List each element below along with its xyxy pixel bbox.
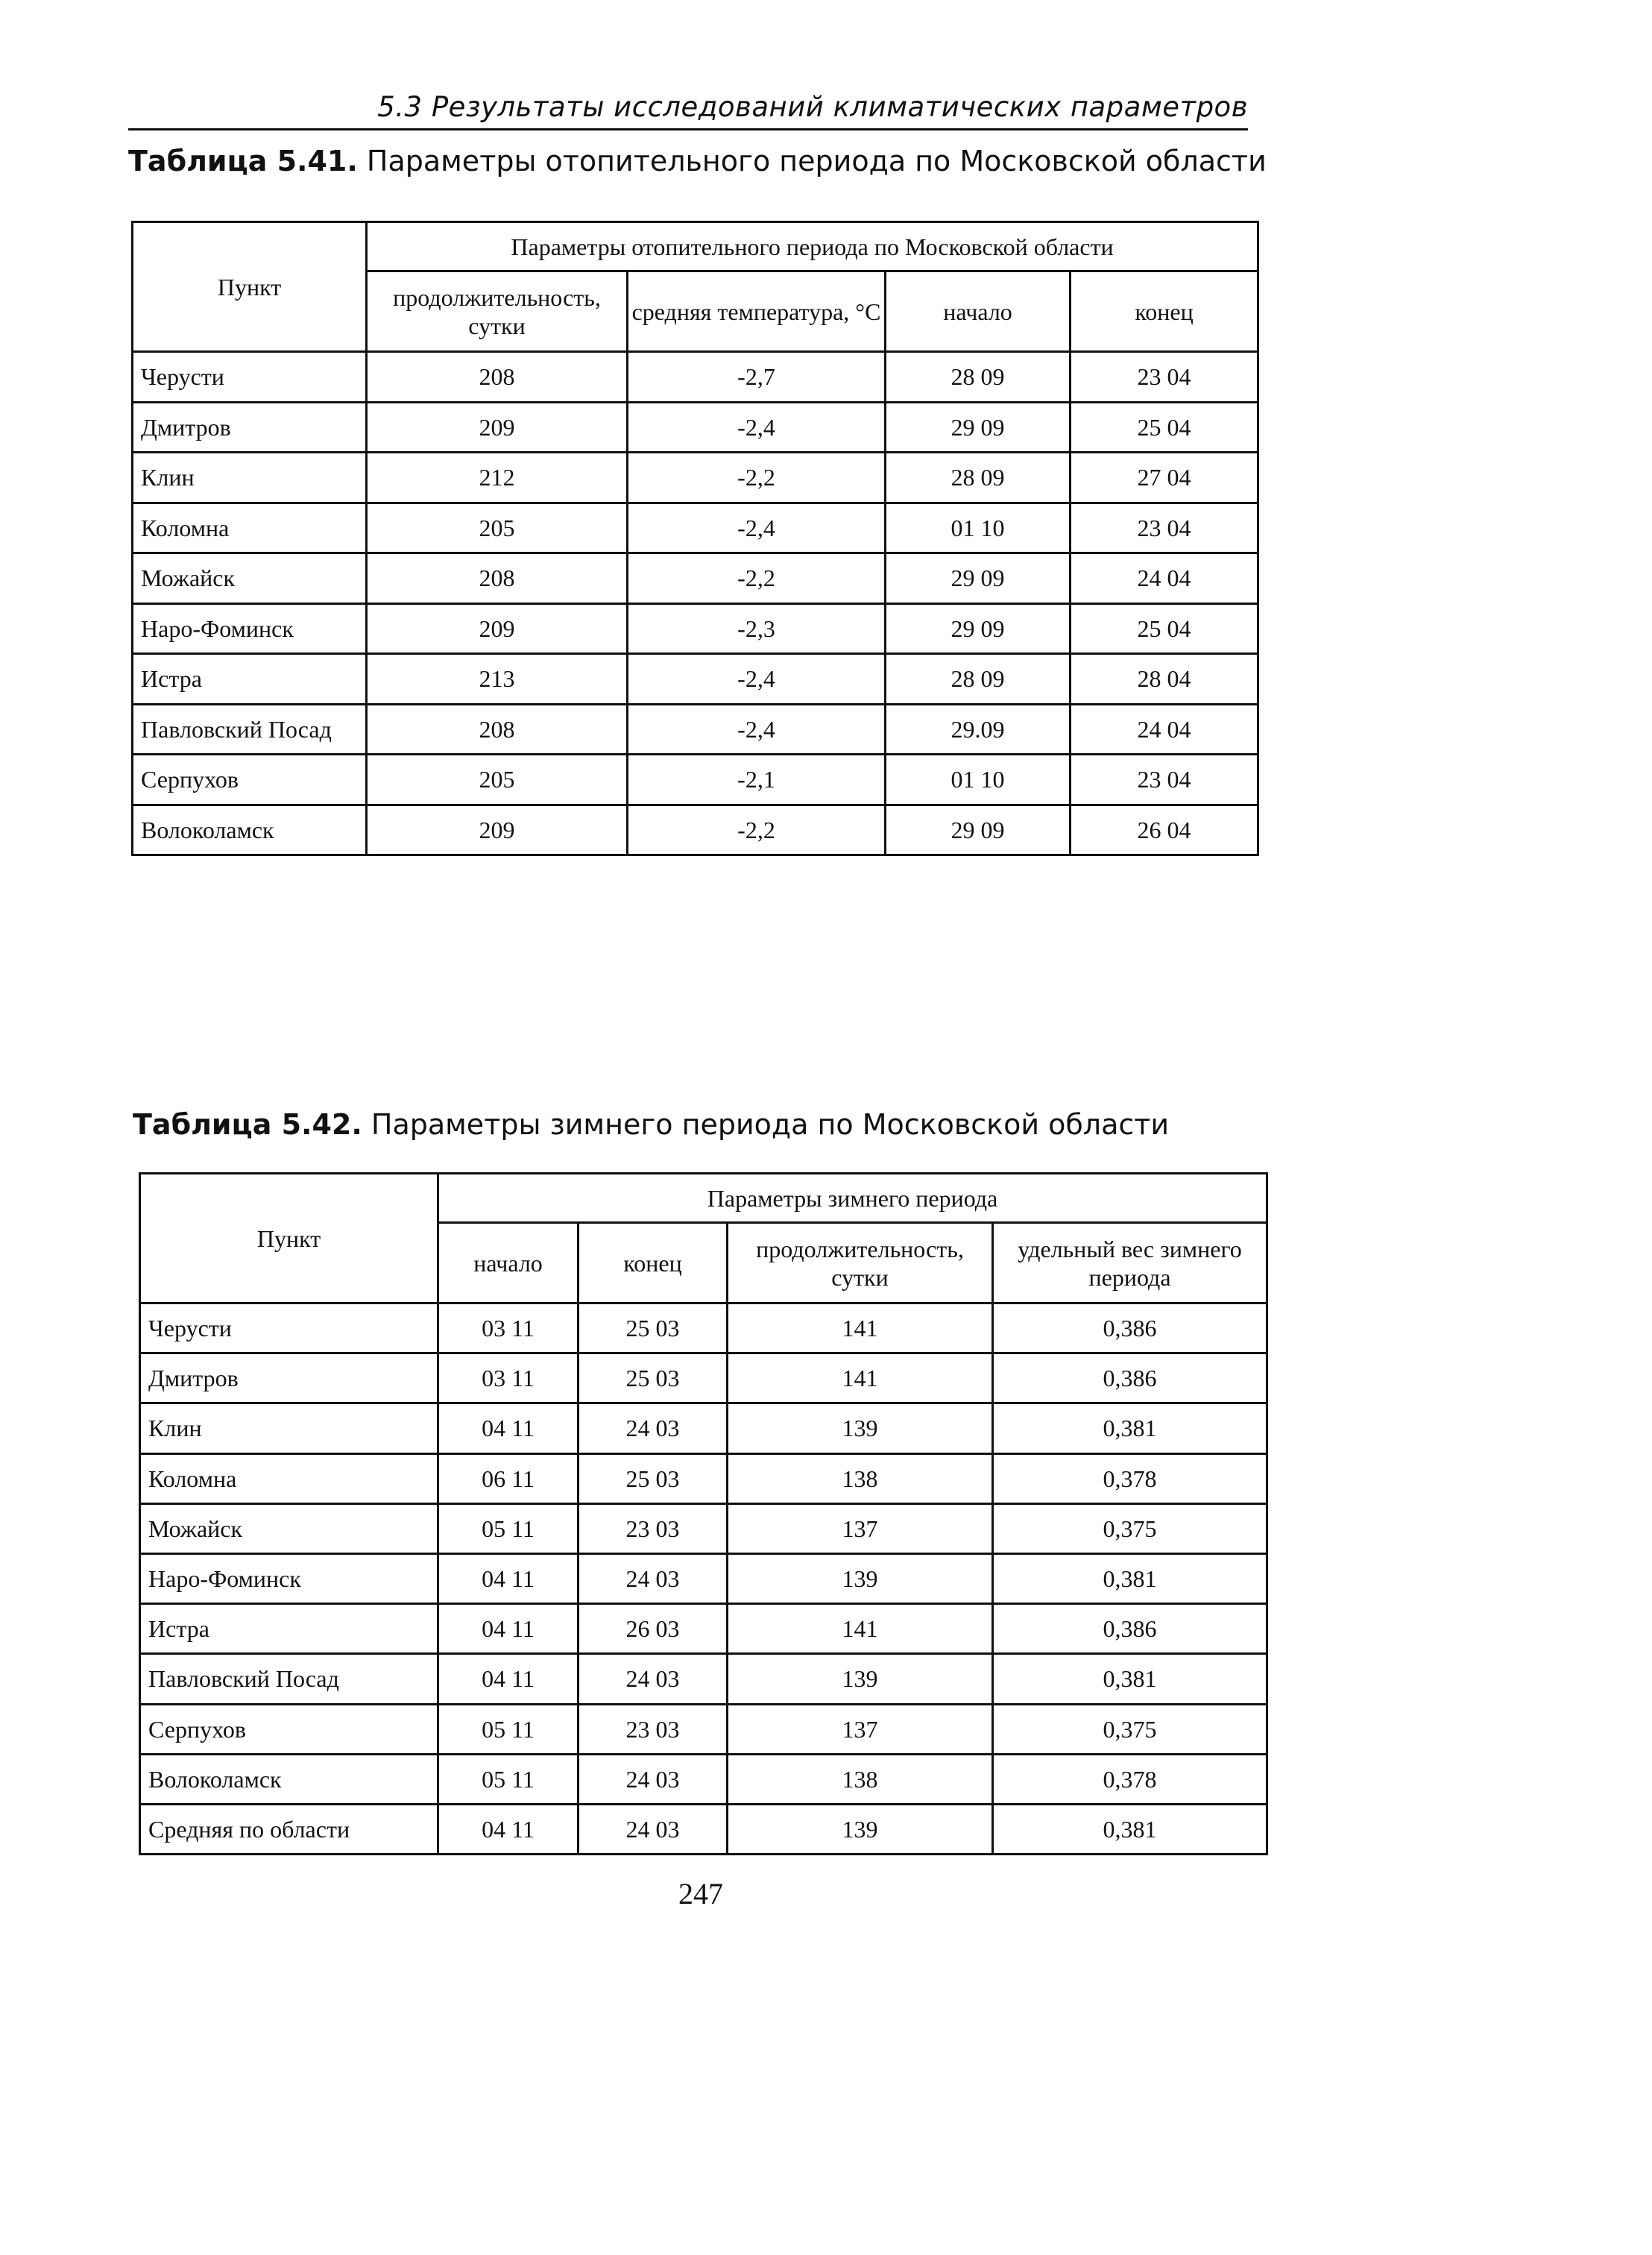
table-cell: 04 11 (438, 1804, 578, 1854)
table-cell: 138 (728, 1754, 993, 1804)
table-cell: 25 03 (578, 1303, 728, 1353)
table-cell: 205 (367, 755, 628, 805)
header-row-group (133, 222, 1258, 271)
table-5-41-title: Параметры отопительного периода по Московской области (357, 145, 1267, 177)
row-point-name: Павловский Посад (133, 704, 367, 755)
table-cell: 24 04 (1071, 553, 1258, 604)
table-cell: 208 (367, 553, 628, 604)
table-row (133, 805, 1258, 855)
table-row (133, 453, 1258, 503)
row-point-name: Клин (140, 1403, 438, 1453)
table-cell: 0,378 (993, 1453, 1267, 1503)
table-row (133, 755, 1258, 805)
table-cell: 141 (728, 1303, 993, 1353)
table-cell: 28 09 (886, 352, 1071, 403)
table-cell: 27 04 (1071, 453, 1258, 503)
table-cell: 23 03 (578, 1503, 728, 1553)
table-row (133, 704, 1258, 755)
row-point-name: Дмитров (133, 402, 367, 453)
table-cell: 208 (367, 352, 628, 403)
table-cell: 0,381 (993, 1804, 1267, 1854)
row-point-name: Серпухов (140, 1704, 438, 1754)
table-cell: 01 10 (886, 503, 1071, 553)
running-header: 5.3 Результаты исследований климатических параметров (128, 88, 1248, 130)
column-header-group: Параметры отопительного периода по Московской области (367, 222, 1258, 271)
winter-period-table (139, 1172, 1268, 1855)
table-cell: -2,1 (628, 755, 886, 805)
table-5-42-caption (133, 1107, 1169, 1142)
table-cell: 25 03 (578, 1453, 728, 1503)
table-cell: 24 04 (1071, 704, 1258, 755)
table-cell: -2,2 (628, 553, 886, 604)
row-point-name: Наро-Фоминск (133, 603, 367, 654)
table-cell: 212 (367, 453, 628, 503)
table-row (140, 1754, 1267, 1804)
row-point-name: Истра (133, 654, 367, 705)
table-cell: 06 11 (438, 1453, 578, 1503)
table-cell: 29 09 (886, 553, 1071, 604)
column-header-start: начало (886, 271, 1071, 352)
table-cell: 0,381 (993, 1553, 1267, 1603)
table-cell: 26 04 (1071, 805, 1258, 855)
column-header-duration: продолжительность, сутки (367, 271, 628, 352)
column-header-group: Параметры зимнего периода (438, 1174, 1267, 1223)
table-row (133, 553, 1258, 604)
table-5-42-label: Таблица 5.42. (133, 1108, 362, 1141)
table-row (140, 1303, 1267, 1353)
table-cell: 139 (728, 1553, 993, 1603)
table-cell: -2,2 (628, 805, 886, 855)
table-row (140, 1503, 1267, 1553)
table-row (140, 1353, 1267, 1403)
table-cell: 23 03 (578, 1704, 728, 1754)
row-point-name: Клин (133, 453, 367, 503)
row-point-name: Можайск (140, 1503, 438, 1553)
table-cell: 137 (728, 1704, 993, 1754)
table-cell: 29 09 (886, 805, 1071, 855)
heating-period-table (131, 221, 1259, 856)
header-row-group (140, 1174, 1267, 1223)
table-cell: 0,386 (993, 1604, 1267, 1654)
table-cell: 0,381 (993, 1403, 1267, 1453)
table-cell: 05 11 (438, 1704, 578, 1754)
table-cell: 0,378 (993, 1754, 1267, 1804)
row-point-name: Черусти (133, 352, 367, 403)
table-row (140, 1654, 1267, 1704)
table-cell: 29.09 (886, 704, 1071, 755)
table-cell: 04 11 (438, 1654, 578, 1704)
column-header-start: начало (438, 1223, 578, 1303)
table-cell: 24 03 (578, 1403, 728, 1453)
table-cell: 24 03 (578, 1754, 728, 1804)
table-cell: 213 (367, 654, 628, 705)
table-cell: 03 11 (438, 1353, 578, 1403)
table-cell: 209 (367, 603, 628, 654)
table-cell: 23 04 (1071, 755, 1258, 805)
column-header-duration: продолжительность, сутки (728, 1223, 993, 1303)
table-cell: 28 09 (886, 453, 1071, 503)
row-point-name: Средняя по области (140, 1804, 438, 1854)
winter-period-table-body (140, 1174, 1267, 1855)
table-cell: 137 (728, 1503, 993, 1553)
table-cell: 28 09 (886, 654, 1071, 705)
column-header-point: Пункт (133, 222, 367, 352)
table-cell: 208 (367, 704, 628, 755)
row-point-name: Дмитров (140, 1353, 438, 1403)
row-point-name: Наро-Фоминск (140, 1553, 438, 1603)
table-cell: 141 (728, 1353, 993, 1403)
column-header-end: конец (578, 1223, 728, 1303)
row-point-name: Коломна (133, 503, 367, 553)
table-cell: 0,381 (993, 1654, 1267, 1704)
table-cell: -2,3 (628, 603, 886, 654)
table-cell: -2,4 (628, 704, 886, 755)
table-cell: 24 03 (578, 1553, 728, 1603)
table-cell: 25 03 (578, 1353, 728, 1403)
table-row (133, 603, 1258, 654)
row-point-name: Можайск (133, 553, 367, 604)
column-header-end: конец (1071, 271, 1258, 352)
column-header-avg-temp: средняя температура, °С (628, 271, 886, 352)
table-row (140, 1804, 1267, 1854)
table-cell: 209 (367, 805, 628, 855)
table-cell: 0,375 (993, 1704, 1267, 1754)
table-row (140, 1453, 1267, 1503)
table-cell: 05 11 (438, 1503, 578, 1553)
table-cell: -2,4 (628, 402, 886, 453)
table-row (140, 1604, 1267, 1654)
column-header-winter-share: удельный вес зимнего периода (993, 1223, 1267, 1303)
table-cell: -2,4 (628, 654, 886, 705)
table-cell: 141 (728, 1604, 993, 1654)
table-cell: 26 03 (578, 1604, 728, 1654)
table-cell: 0,386 (993, 1353, 1267, 1403)
row-point-name: Волоколамск (140, 1754, 438, 1804)
table-cell: 29 09 (886, 402, 1071, 453)
table-cell: 01 10 (886, 755, 1071, 805)
table-cell: 04 11 (438, 1403, 578, 1453)
table-row (133, 402, 1258, 453)
table-cell: -2,2 (628, 453, 886, 503)
row-point-name: Коломна (140, 1453, 438, 1503)
table-cell: 24 03 (578, 1654, 728, 1704)
table-cell: 24 03 (578, 1804, 728, 1854)
table-cell: 29 09 (886, 603, 1071, 654)
table-row (140, 1553, 1267, 1603)
table-cell: -2,7 (628, 352, 886, 403)
table-5-41-caption (128, 143, 1267, 179)
table-cell: 139 (728, 1654, 993, 1704)
table-cell: 05 11 (438, 1754, 578, 1804)
table-cell: 138 (728, 1453, 993, 1503)
row-point-name: Истра (140, 1604, 438, 1654)
table-cell: 139 (728, 1804, 993, 1854)
table-cell: 28 04 (1071, 654, 1258, 705)
table-5-41-label: Таблица 5.41. (128, 145, 358, 177)
table-row (140, 1704, 1267, 1754)
column-header-point: Пункт (140, 1174, 438, 1303)
table-row (133, 352, 1258, 403)
table-cell: 0,375 (993, 1503, 1267, 1553)
table-cell: 03 11 (438, 1303, 578, 1353)
page-number: 247 (678, 1877, 723, 1910)
table-row (133, 503, 1258, 553)
row-point-name: Волоколамск (133, 805, 367, 855)
heating-period-table-body (133, 222, 1258, 855)
table-cell: 04 11 (438, 1553, 578, 1603)
table-cell: 04 11 (438, 1604, 578, 1654)
table-cell: 25 04 (1071, 402, 1258, 453)
table-cell: 25 04 (1071, 603, 1258, 654)
table-row (140, 1403, 1267, 1453)
table-cell: 209 (367, 402, 628, 453)
row-point-name: Павловский Посад (140, 1654, 438, 1704)
table-cell: 205 (367, 503, 628, 553)
table-5-42-title: Параметры зимнего периода по Московской области (362, 1108, 1170, 1141)
row-point-name: Черусти (140, 1303, 438, 1353)
table-cell: 139 (728, 1403, 993, 1453)
row-point-name: Серпухов (133, 755, 367, 805)
table-cell: 23 04 (1071, 352, 1258, 403)
table-cell: 0,386 (993, 1303, 1267, 1353)
table-row (133, 654, 1258, 705)
table-cell: 23 04 (1071, 503, 1258, 553)
table-cell: -2,4 (628, 503, 886, 553)
